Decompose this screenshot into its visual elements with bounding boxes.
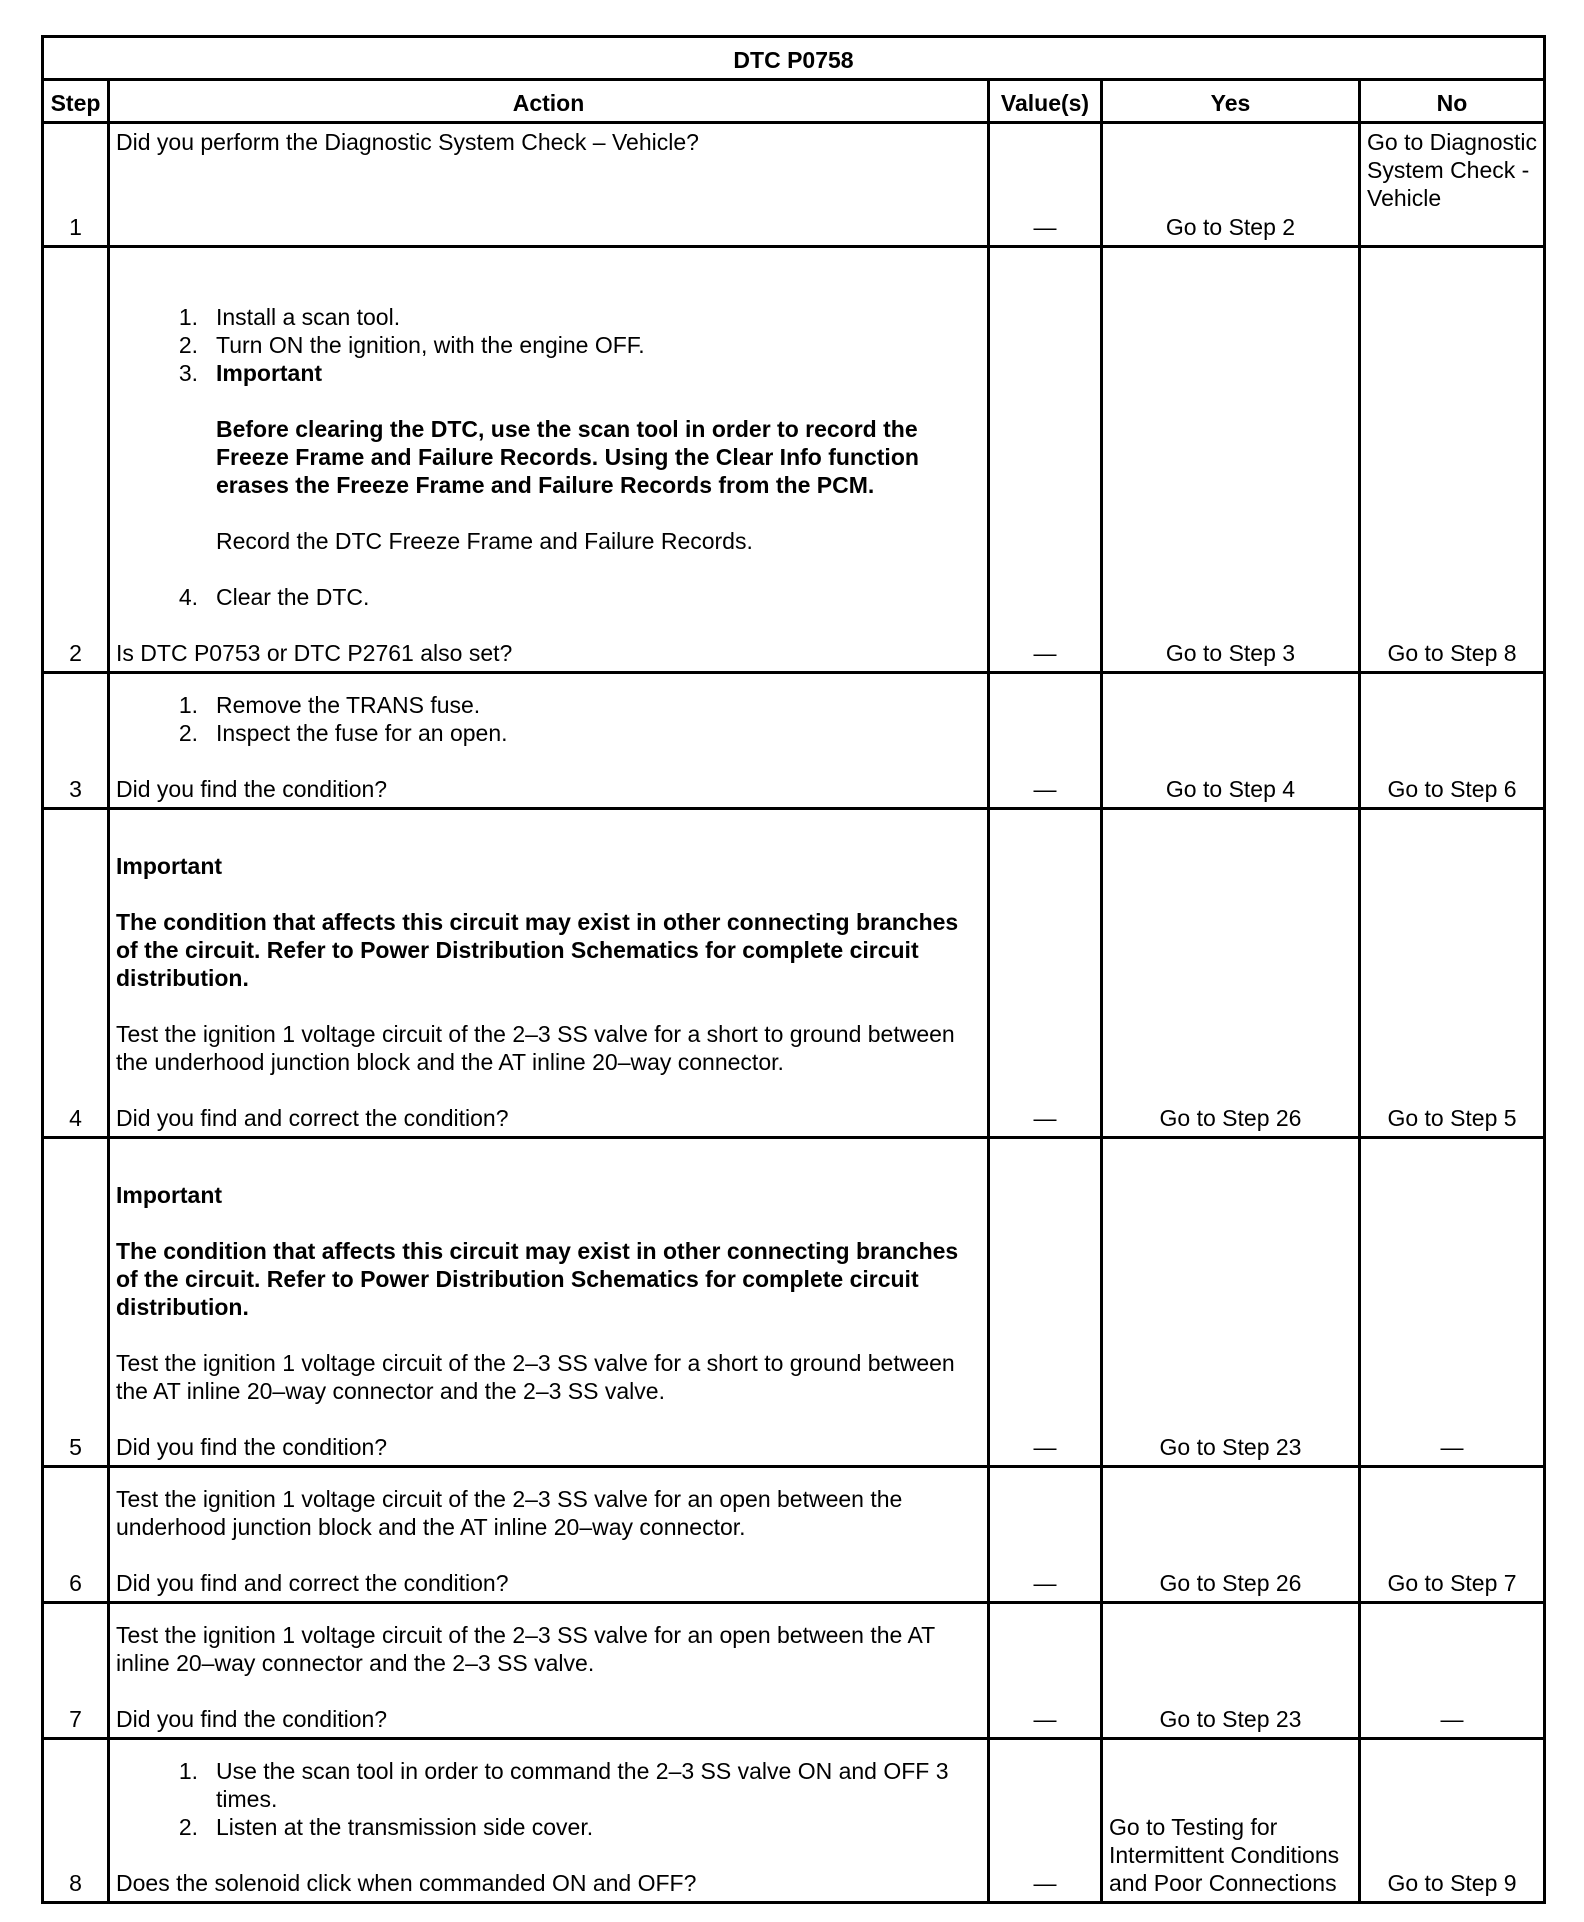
action-cell xyxy=(109,247,989,673)
list-item: 3. Important xyxy=(178,360,323,386)
important-label: Important xyxy=(116,1182,223,1208)
list-item: 1. Use the scan tool in order to command the 2–3 SS valve ON and OFF 3 times. xyxy=(178,1758,949,1812)
test-text: Test the ignition 1 voltage circuit of the 2–3 SS valve for an open between the AT inline 20–way connector and the 2–3 SS valve. xyxy=(116,1622,935,1676)
yes-cell: Go to Step 4 xyxy=(1102,673,1360,809)
value-cell: — xyxy=(989,1138,1102,1467)
value-cell: — xyxy=(989,1467,1102,1603)
no-cell: Go to Step 7 xyxy=(1360,1467,1545,1603)
no-cell: Go to Diagnostic System Check - Vehicle xyxy=(1360,123,1545,247)
question-text: Did you perform the Diagnostic System Check – Vehicle? xyxy=(116,129,699,155)
list-item: 1. Install a scan tool. xyxy=(178,304,401,330)
important-label: Important xyxy=(216,360,323,386)
important-text: The condition that affects this circuit may exist in other connecting branches of the circuit. Refer to Power Distribution Schematics for complete circuit distribution. xyxy=(116,909,959,991)
question-text: Did you find the condition? xyxy=(116,776,388,802)
step-number: 2 xyxy=(43,247,109,673)
important-label: Important xyxy=(116,853,223,879)
header-yes: Yes xyxy=(1102,80,1360,123)
table-row xyxy=(43,1138,1545,1467)
table-title: DTC P0758 xyxy=(43,37,1545,80)
step-number: 8 xyxy=(43,1739,109,1903)
no-cell: Go to Step 9 xyxy=(1360,1739,1545,1903)
header-values: Value(s) xyxy=(989,80,1102,123)
list-item: 1. Remove the TRANS fuse. xyxy=(178,692,481,718)
question-text: Did you find the condition? xyxy=(116,1434,388,1460)
table-row xyxy=(43,809,1545,1138)
question-text: Did you find the condition? xyxy=(116,1706,388,1732)
no-cell: Go to Step 5 xyxy=(1360,809,1545,1138)
action-cell xyxy=(109,809,989,1138)
list-item: 2. Inspect the fuse for an open. xyxy=(178,720,508,746)
step-number: 4 xyxy=(43,809,109,1138)
list-item: 2. Turn ON the ignition, with the engine OFF. xyxy=(178,332,645,358)
no-cell: Go to Step 6 xyxy=(1360,673,1545,809)
yes-cell: Go to Step 23 xyxy=(1102,1603,1360,1739)
yes-cell: Go to Testing for Intermittent Conditions and Poor Connections xyxy=(1102,1739,1360,1903)
action-list xyxy=(116,1757,981,1841)
action-cell xyxy=(109,1603,989,1739)
table-row xyxy=(43,123,1545,247)
header-no: No xyxy=(1360,80,1545,123)
test-text: Test the ignition 1 voltage circuit of the 2–3 SS valve for a short to ground between the AT inline 20–way connector and the 2–3 SS valve. xyxy=(116,1350,955,1404)
yes-cell: Go to Step 26 xyxy=(1102,809,1360,1138)
yes-cell: Go to Step 26 xyxy=(1102,1467,1360,1603)
dtc-table xyxy=(41,35,1546,1904)
header-row xyxy=(43,80,1545,123)
action-cell xyxy=(109,1467,989,1603)
table-row xyxy=(43,1603,1545,1739)
action-list xyxy=(116,583,981,611)
step-number: 7 xyxy=(43,1603,109,1739)
important-text: Before clearing the DTC, use the scan tool in order to record the Freeze Frame and Failure Records. Using the Clear Info function erases the Freeze Frame and Failure Records from the PCM. xyxy=(216,416,919,498)
test-text: Test the ignition 1 voltage circuit of the 2–3 SS valve for an open between the underhood junction block and the AT inline 20–way connector. xyxy=(116,1486,903,1540)
step-number: 6 xyxy=(43,1467,109,1603)
record-text: Record the DTC Freeze Frame and Failure Records. xyxy=(216,528,753,554)
step-number: 3 xyxy=(43,673,109,809)
action-list xyxy=(116,691,981,747)
table-row xyxy=(43,1467,1545,1603)
value-cell: — xyxy=(989,673,1102,809)
question-text: Did you find and correct the condition? xyxy=(116,1105,509,1131)
table-row xyxy=(43,1739,1545,1903)
question-text: Is DTC P0753 or DTC P2761 also set? xyxy=(116,640,513,666)
yes-cell: Go to Step 23 xyxy=(1102,1138,1360,1467)
table-row xyxy=(43,247,1545,673)
yes-cell: Go to Step 3 xyxy=(1102,247,1360,673)
no-cell: — xyxy=(1360,1603,1545,1739)
important-text: The condition that affects this circuit may exist in other connecting branches of the circuit. Refer to Power Distribution Schematics for complete circuit distribution. xyxy=(116,1238,959,1320)
value-cell: — xyxy=(989,1739,1102,1903)
question-text: Did you find and correct the condition? xyxy=(116,1570,509,1596)
value-cell: — xyxy=(989,247,1102,673)
value-cell: — xyxy=(989,123,1102,247)
no-cell: Go to Step 8 xyxy=(1360,247,1545,673)
action-cell xyxy=(109,673,989,809)
list-item: 4. Clear the DTC. xyxy=(178,584,370,610)
test-text: Test the ignition 1 voltage circuit of the 2–3 SS valve for a short to ground between the underhood junction block and the AT inline 20–way connector. xyxy=(116,1021,955,1075)
title-row xyxy=(43,37,1545,80)
list-item: 2. Listen at the transmission side cover. xyxy=(178,1814,594,1840)
value-cell: — xyxy=(989,809,1102,1138)
action-list xyxy=(116,303,981,387)
action-cell xyxy=(109,1739,989,1903)
table-row xyxy=(43,673,1545,809)
no-cell: — xyxy=(1360,1138,1545,1467)
step-number: 5 xyxy=(43,1138,109,1467)
value-cell: — xyxy=(989,1603,1102,1739)
question-text: Does the solenoid click when commanded ON and OFF? xyxy=(116,1870,697,1896)
yes-cell: Go to Step 2 xyxy=(1102,123,1360,247)
header-action: Action xyxy=(109,80,989,123)
action-cell xyxy=(109,123,989,247)
step-number: 1 xyxy=(43,123,109,247)
header-step: Step xyxy=(43,80,109,123)
action-cell xyxy=(109,1138,989,1467)
